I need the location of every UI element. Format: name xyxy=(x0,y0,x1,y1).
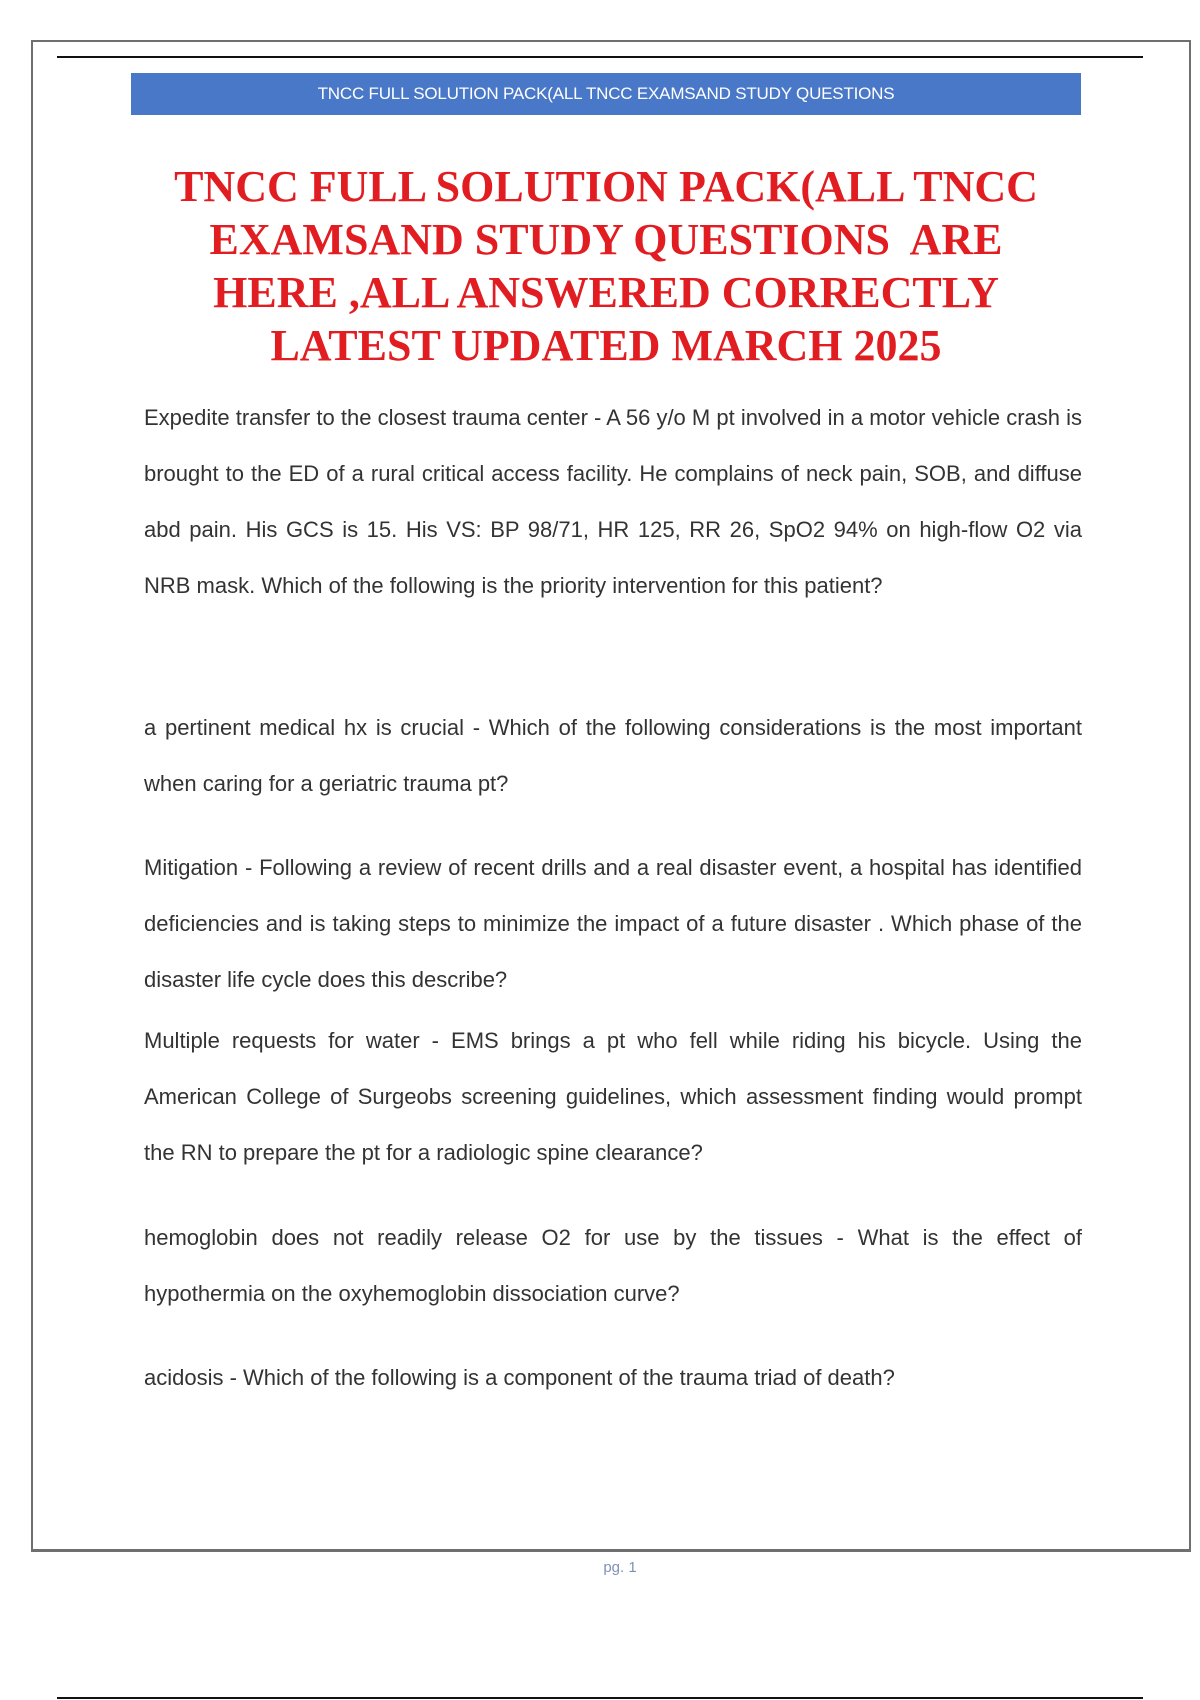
qa-item: a pertinent medical hx is crucial - Which of the following considerations is the most important when caring for a geriatric trauma pt? xyxy=(144,715,1082,796)
title-line: EXAMSAND STUDY QUESTIONS ARE xyxy=(209,215,1003,264)
header-band xyxy=(131,73,1081,115)
qa-item: Multiple requests for water - EMS brings a pt who fell while riding his bicycle. Using the American College of Surgeobs screening guidelines, which assessment finding would prompt the RN to prepare the pt for a radiologic spine clearance? xyxy=(144,1028,1082,1165)
qa-item: hemoglobin does not readily release O2 for use by the tissues - What is the effect of hypothermia on the oxyhemoglobin dissociation curve? xyxy=(144,1225,1082,1306)
qa-item: acidosis - Which of the following is a component of the trauma triad of death? xyxy=(144,1365,895,1390)
qa-item: Expedite transfer to the closest trauma center - A 56 y/o M pt involved in a motor vehicle crash is brought to the ED of a rural critical access facility. He complains of neck pain, SOB, and diffuse abd pain. His GCS is 15. His VS: BP 98/71, HR 125, RR 26, SpO2 94% on high-flow O2 via NRB mask. Which of the following is the priority intervention for this patient? xyxy=(144,405,1082,598)
title-line: HERE ,ALL ANSWERED CORRECTLY xyxy=(213,268,999,317)
page-number: pg. 1 xyxy=(603,1559,637,1576)
header-band-text: TNCC FULL SOLUTION PACK(ALL TNCC EXAMSAND STUDY QUESTIONS xyxy=(317,84,895,103)
qa-item: Mitigation - Following a review of recent drills and a real disaster event, a hospital has identified deficiencies and is taking steps to minimize the impact of a future disaster . Which phase of the disaster life cycle does this describe? xyxy=(144,855,1082,992)
document-title xyxy=(131,160,1081,372)
title-line: LATEST UPDATED MARCH 2025 xyxy=(270,321,942,370)
bottom-rule xyxy=(57,1697,1143,1699)
title-line: TNCC FULL SOLUTION PACK(ALL TNCC xyxy=(174,162,1038,211)
top-rule xyxy=(57,56,1143,58)
